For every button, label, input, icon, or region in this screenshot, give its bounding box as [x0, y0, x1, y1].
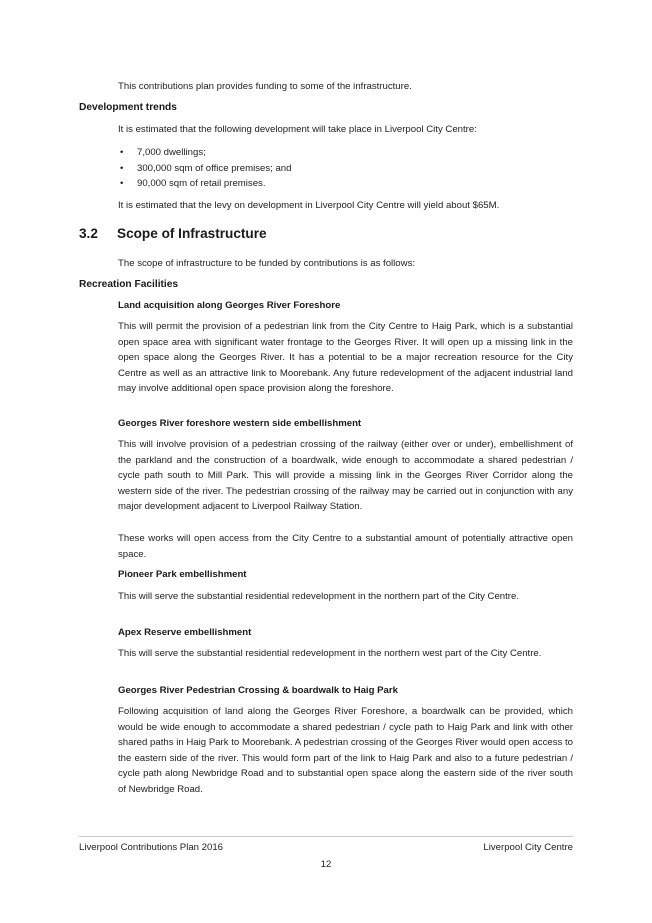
section-heading-scope	[79, 226, 267, 241]
page-number: 12	[320, 859, 332, 870]
footer-document-title: Liverpool Contributions Plan 2016	[79, 842, 223, 853]
apex-reserve-heading: Apex Reserve embellishment	[118, 627, 252, 638]
western-side-heading: Georges River foreshore western side embellishment	[118, 418, 362, 429]
recreation-facilities-heading: Recreation Facilities	[79, 279, 179, 290]
scope-lead: The scope of infrastructure to be funded by contributions is as follows:	[118, 258, 416, 269]
bullet-item-dwellings: • 7,000 dwellings;	[118, 145, 291, 161]
pioneer-park-body: This will serve the substantial residential redevelopment in the northern part of the City Centre.	[118, 591, 520, 602]
land-acquisition-heading: Land acquisition along Georges River Foreshore	[118, 300, 341, 311]
section-title: Scope of Infrastructure	[117, 226, 267, 241]
bullet-item-retail: • 90,000 sqm of retail premises.	[118, 176, 291, 192]
development-bullet-list	[118, 145, 291, 192]
footer-divider	[79, 836, 573, 837]
footer-section-name: Liverpool City Centre	[483, 842, 573, 853]
intro-paragraph: This contributions plan provides funding to some of the infrastructure.	[118, 81, 412, 92]
crossing-heading: Georges River Pedestrian Crossing & boardwalk to Haig Park	[118, 685, 398, 696]
development-trends-lead: It is estimated that the following development will take place in Liverpool City Centre:	[118, 124, 477, 135]
pioneer-park-heading: Pioneer Park embellishment	[118, 569, 247, 580]
section-number: 3.2	[79, 226, 98, 241]
crossing-body: Following acquisition of land along the Georges River Foreshore, a boardwalk can be provided, which would be wide enough to accommodate a shared pedestrian / cycle path to Haig Park and link with other shared paths in Haig Park to Moorebank. A pedestrian crossing of the Georges River would open access to the eastern side of the river. This would form part of the link to Haig Park and also to a future pedestrian / cycle path along Newbridge Road and to substantial open space along the eastern side of the river south of Newbridge Road.	[118, 706, 573, 795]
development-trends-heading: Development trends	[79, 102, 177, 113]
land-acquisition-body: This will permit the provision of a pedestrian link from the City Centre to Haig Park, which is a substantial open space area with significant water frontage to the Georges River. It will open up a missing link in the open space along the Georges River. It has a potential to be a major recreation resource for the City Centre as well as an attractive link to Moorebank. Any future redevelopment of the adjacent industrial land may involve additional open space provision along the foreshore.	[118, 321, 573, 394]
levy-paragraph: It is estimated that the levy on development in Liverpool City Centre will yield about $65M.	[118, 200, 500, 211]
western-side-body: This will involve provision of a pedestrian crossing of the railway (either over or under), embellishment of the parkland and the construction of a boardwalk, wide enough to accommodate a shared pedestrian / cycle path south to Mill Park. This will provide a missing link in the Georges River Corridor along the western side of the river. The pedestrian crossing of the railway may be carried out in conjunction with any major development adjacent to Liverpool Railway Station.	[118, 439, 573, 512]
apex-reserve-body: This will serve the substantial residential redevelopment in the northern west part of the City Centre.	[118, 648, 542, 659]
bullet-item-office: • 300,000 sqm of office premises; and	[118, 161, 291, 177]
western-side-body-2: These works will open access from the City Centre to a substantial amount of potentially attractive open space.	[118, 533, 573, 560]
